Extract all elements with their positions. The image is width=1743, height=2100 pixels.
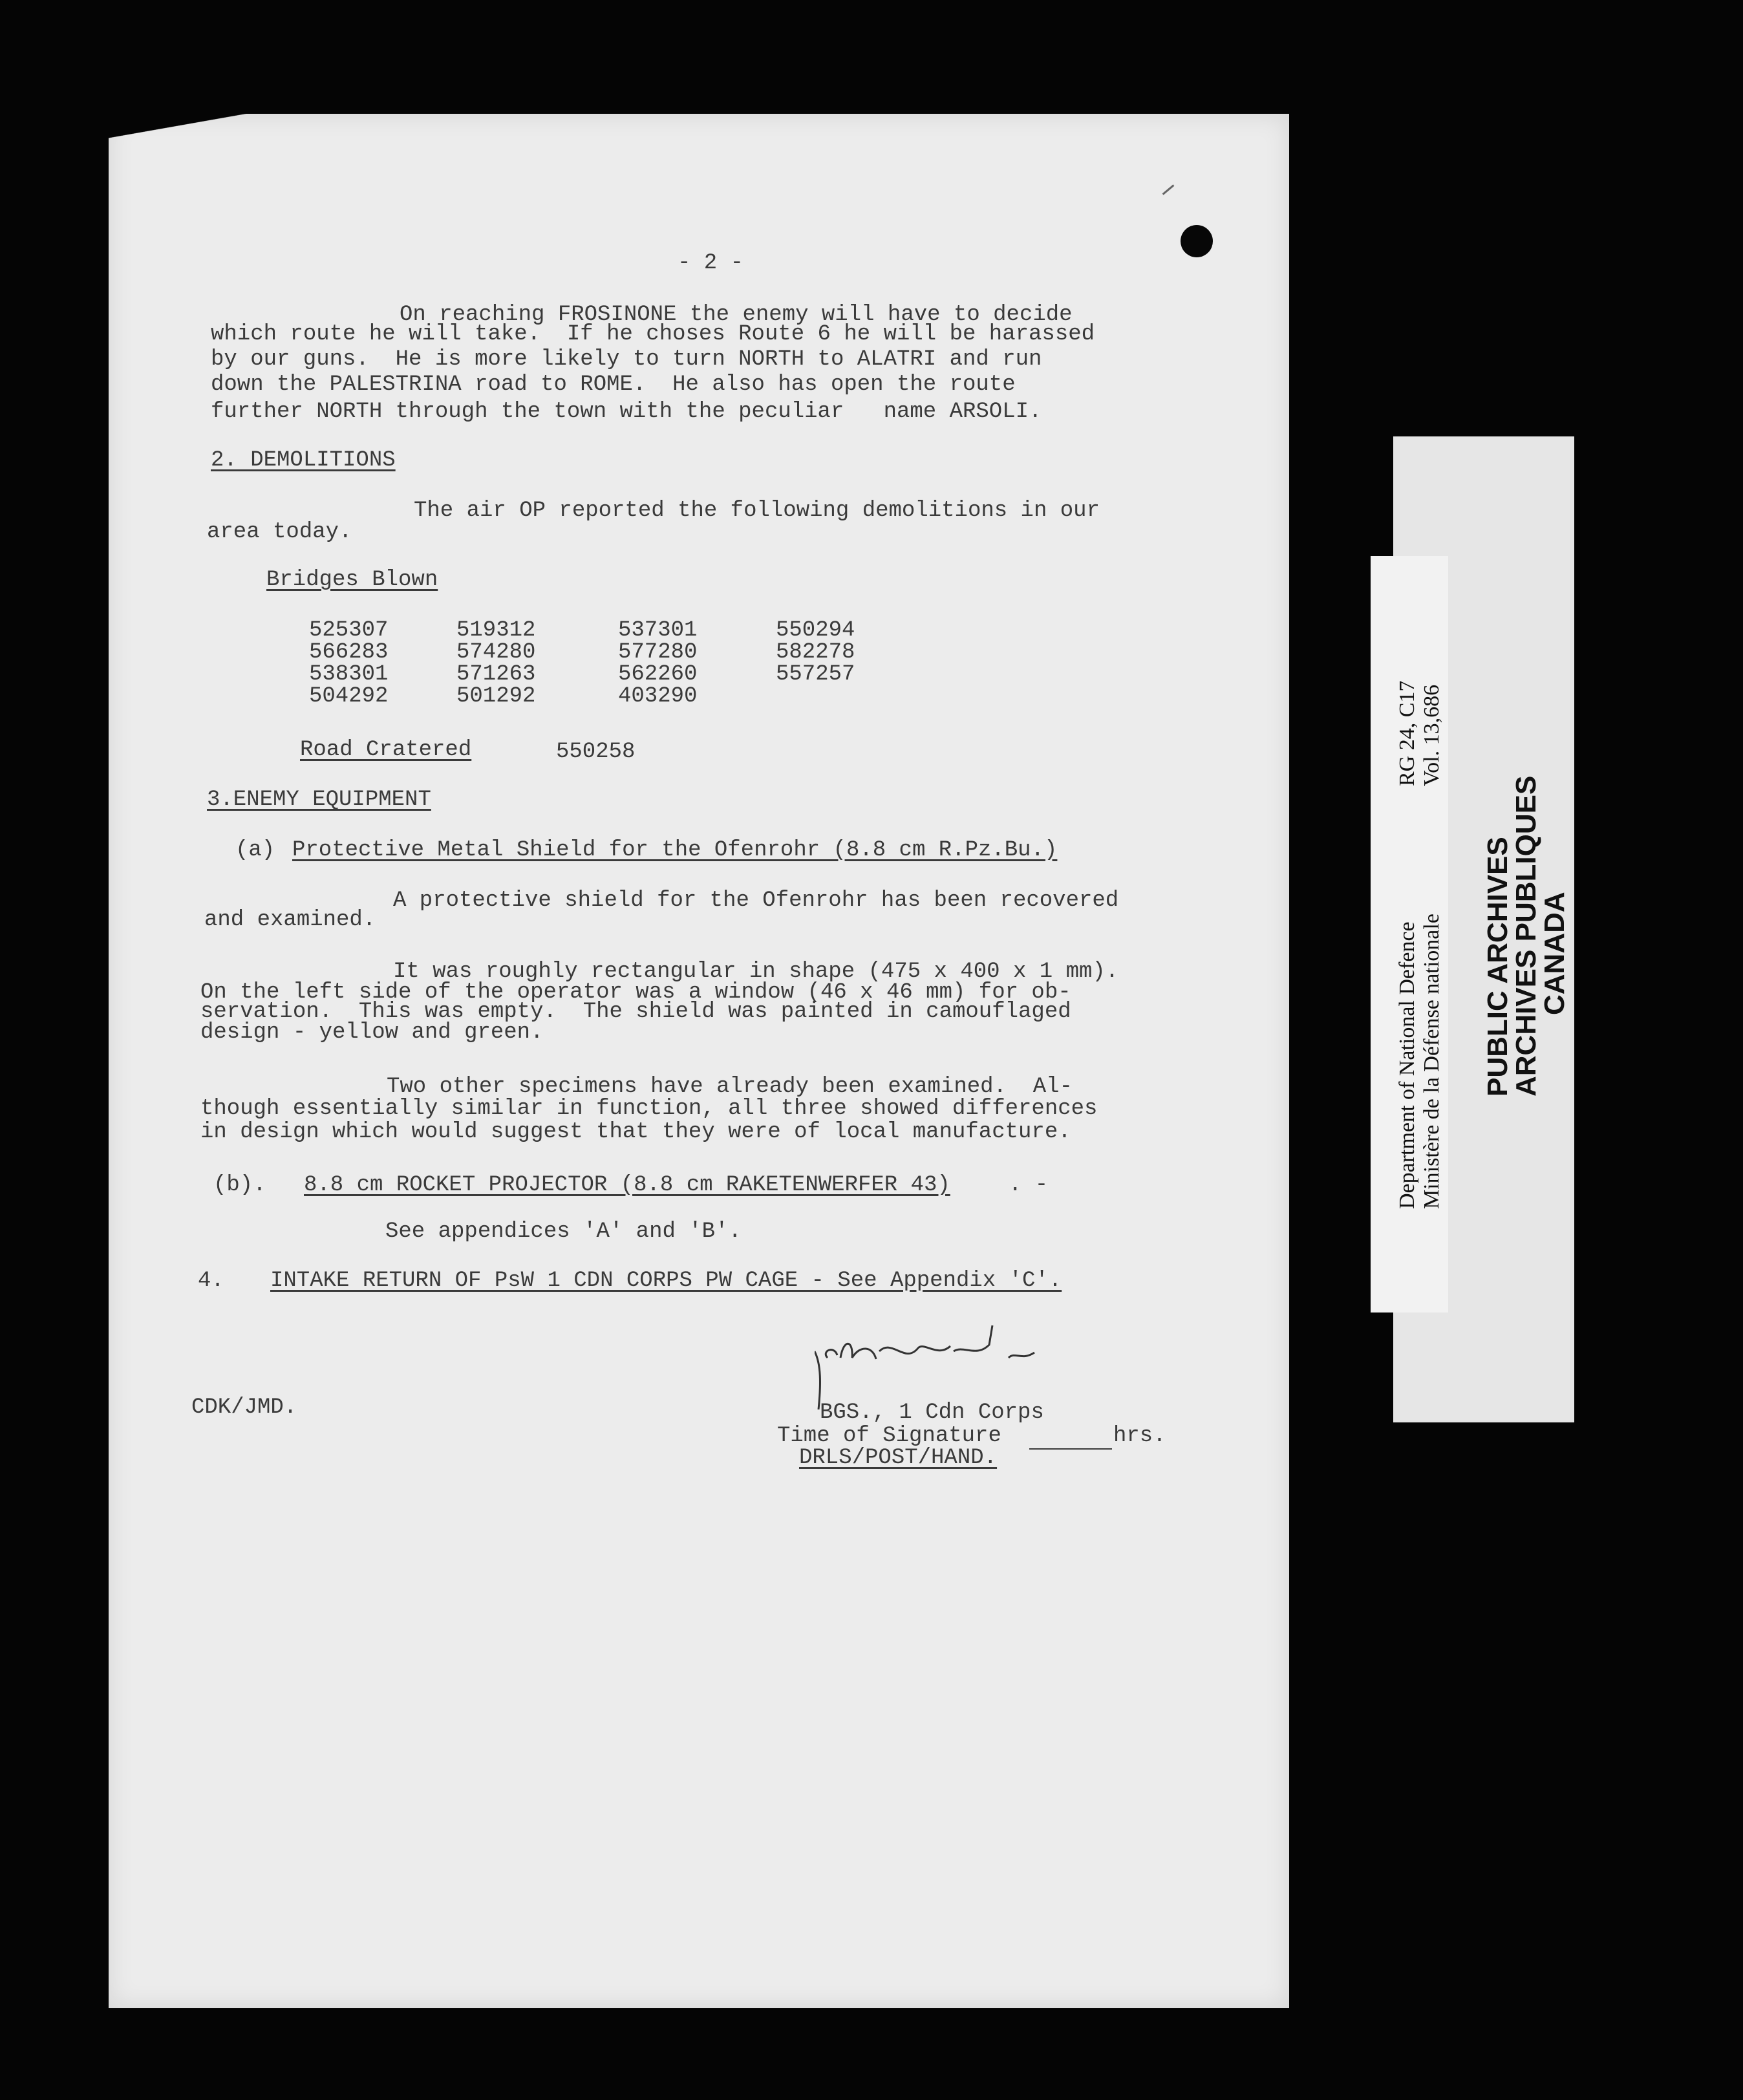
department-en: Department of National Defence	[1395, 921, 1419, 1209]
item-a-paragraph-line: though essentially similar in function, all three showed differences	[200, 1097, 1098, 1121]
item-a-paragraph-line: A protective shield for the Ofenrohr has been recovered	[393, 888, 1119, 913]
intro-line: by our guns. He is more likely to turn NORTH to ALATRI and run	[211, 347, 1042, 372]
grid-reference: 557257	[776, 662, 855, 687]
grid-reference: 574280	[456, 640, 536, 665]
road-cratered-label: Road Cratered	[300, 738, 472, 762]
archive-country: CANADA	[1539, 892, 1570, 1015]
section-2-paragraph-line: The air OP reported the following demolitions in our	[414, 498, 1100, 523]
grid-reference: 550294	[776, 618, 855, 643]
grid-reference: 501292	[456, 684, 536, 709]
grid-reference: 571263	[456, 662, 536, 687]
grid-reference: 562260	[618, 662, 698, 687]
item-a-paragraph-line: Two other specimens have already been examined. Al-	[387, 1075, 1073, 1099]
handwritten-signature	[815, 1312, 1073, 1409]
item-a-title: Protective Metal Shield for the Ofenrohr (8.8 cm R.Pz.Bu.)	[292, 838, 1058, 862]
grid-reference: 403290	[618, 684, 698, 709]
item-b-title: 8.8 cm ROCKET PROJECTOR (8.8 cm RAKETENWERFER 43)	[304, 1173, 950, 1197]
section-4-number: 4.	[198, 1269, 224, 1293]
initials: CDK/JMD.	[191, 1395, 297, 1420]
item-a-paragraph-line: in design which would suggest that they were of local manufacture.	[200, 1120, 1071, 1144]
section-3-heading: 3.ENEMY EQUIPMENT	[207, 788, 431, 812]
item-a-paragraph-line: design - yellow and green.	[200, 1020, 544, 1045]
department-fr: Ministère de la Défense nationale	[1420, 914, 1444, 1209]
grid-reference: 525307	[309, 618, 389, 643]
volume-number: Vol. 13,686	[1420, 684, 1444, 786]
item-a-prefix: (a)	[235, 838, 275, 862]
section-2-paragraph-line: area today.	[207, 520, 352, 544]
grid-reference: 566283	[309, 640, 389, 665]
intro-line: On reaching FROSINONE the enemy will have to decide	[400, 303, 1073, 327]
grid-reference: 537301	[618, 618, 698, 643]
grid-reference: 577280	[618, 640, 698, 665]
grid-reference: 504292	[309, 684, 389, 709]
signature-block-line: Time of Signature	[777, 1424, 1001, 1448]
item-b-suffix: . -	[1009, 1173, 1049, 1197]
section-4-text: INTAKE RETURN OF PsW 1 CDN CORPS PW CAGE - See Appendix 'C'.	[270, 1269, 1062, 1293]
grid-reference: 582278	[776, 640, 855, 665]
road-cratered-value: 550258	[556, 740, 636, 764]
signature-block-line: hrs.	[1113, 1424, 1166, 1448]
archive-name-fr: ARCHIVES PUBLIQUES	[1510, 775, 1542, 1097]
item-a-paragraph-line: It was roughly rectangular in shape (475 x 400 x 1 mm).	[393, 959, 1119, 984]
intro-line: down the PALESTRINA road to ROME. He also has open the route	[211, 372, 1016, 397]
intro-line: which route he will take. If he choses Route 6 he will be harassed	[211, 322, 1095, 347]
grid-reference: 519312	[456, 618, 536, 643]
item-a-paragraph-line: servation. This was empty. The shield was painted in camouflaged	[200, 1000, 1071, 1024]
item-b-reference: See appendices 'A' and 'B'.	[385, 1219, 742, 1244]
record-group: RG 24, C17	[1395, 680, 1419, 786]
archive-name-en: PUBLIC ARCHIVES	[1482, 837, 1513, 1097]
page-number: - 2 -	[678, 251, 744, 275]
bridges-blown-label: Bridges Blown	[266, 568, 438, 592]
grid-reference: 538301	[309, 662, 389, 687]
item-a-paragraph-line: On the left side of the operator was a window (46 x 46 mm) for ob-	[200, 980, 1071, 1005]
item-b-prefix: (b).	[213, 1173, 266, 1197]
time-underline	[1029, 1448, 1112, 1450]
item-a-paragraph-line: and examined.	[204, 908, 376, 932]
intro-line: further NORTH through the town with the peculiar name ARSOLI.	[211, 400, 1042, 424]
signature-block-line: BGS., 1 Cdn Corps	[820, 1400, 1044, 1425]
section-2-heading: 2. DEMOLITIONS	[211, 448, 396, 473]
signature-block-line: DRLS/POST/HAND.	[799, 1446, 998, 1470]
